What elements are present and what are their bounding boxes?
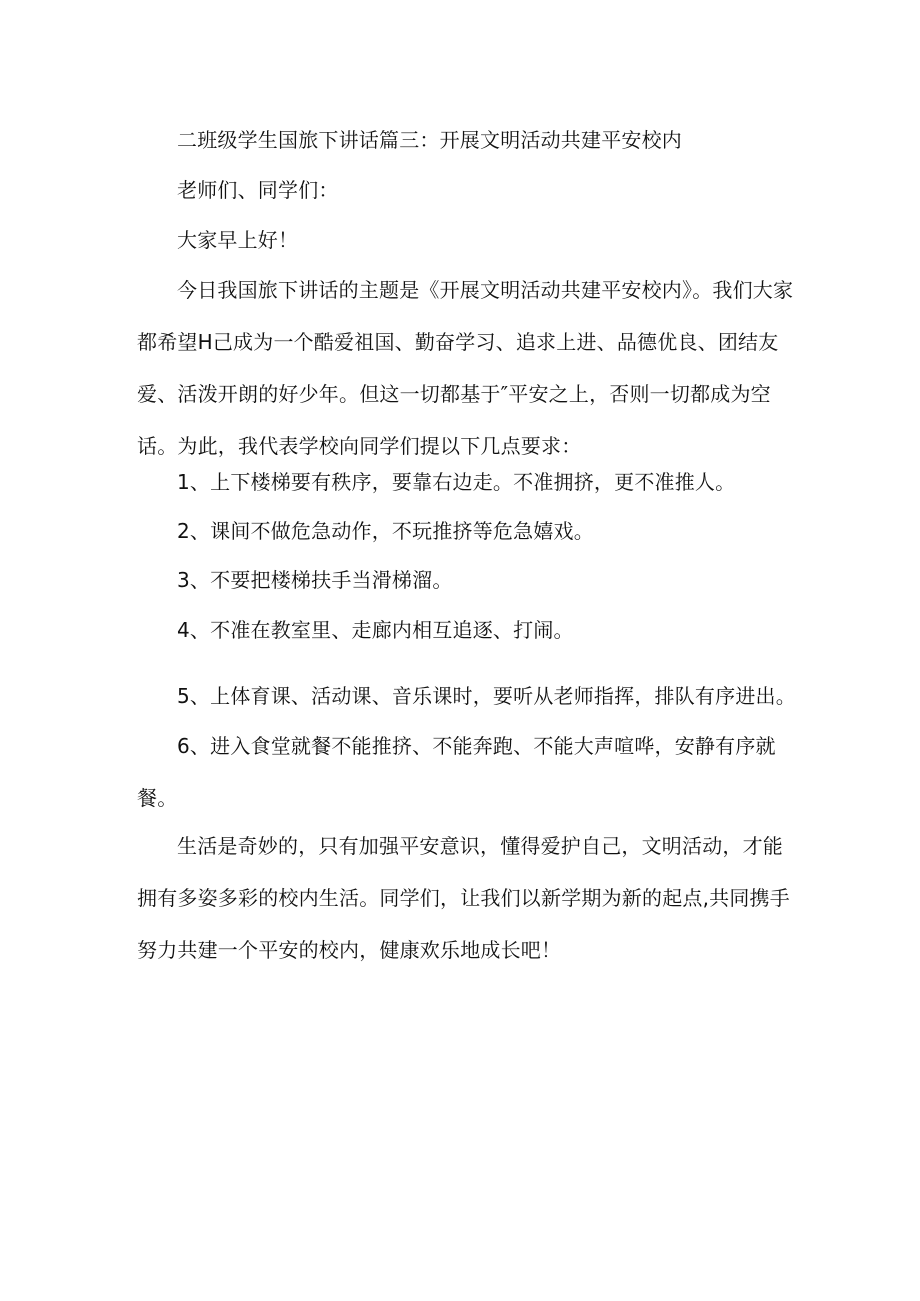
greeting: 大家早上好！ bbox=[177, 228, 299, 252]
requirement-5: 5、上体育课、活动课、音乐课时，要听从老师指挥，排队有序进出。 bbox=[177, 684, 796, 708]
requirement-4: 4、不准在教室里、走廊内相互追逐、打闹。 bbox=[177, 618, 574, 642]
closing-paragraph: 生活是奇妙的，只有加强平安意识，懂得爱护自己，文明活动，才能拥有多姿多彩的校内生活。同学们，让我们以新学期为新的起点,共同携手努力共建一个平安的校内，健康欢乐地成长吧！ bbox=[137, 834, 790, 962]
salutation: 老师们、同学们： bbox=[177, 178, 339, 202]
requirement-2: 2、课间不做危急动作，不玩推挤等危急嬉戏。 bbox=[177, 519, 594, 543]
requirement-6: 6、进入食堂就餐不能推挤、不能奔跑、不能大声喧哗，安静有序就餐。 bbox=[137, 734, 776, 810]
intro-paragraph: 今日我国旅下讲话的主题是《开展文明活动共建平安校内》。我们大家都希望H己成为一个酷爱祖国、勤奋学习、追求上进、品德优良、团结友爱、活泼开朗的好少年。但这一切都基于″平安之上，否则一切都成为空话。为此，我代表学校向同学们提以下几点要求： bbox=[137, 278, 794, 458]
requirement-3: 3、不要把楼梯扶手当滑梯溜。 bbox=[177, 568, 453, 592]
requirement-1: 1、上下楼梯要有秩序，要靠右边走。不准拥挤，更不准推人。 bbox=[177, 470, 736, 494]
document-title: 二班级学生国旅下讲话篇三：开展文明活动共建平安校内 bbox=[177, 128, 682, 152]
